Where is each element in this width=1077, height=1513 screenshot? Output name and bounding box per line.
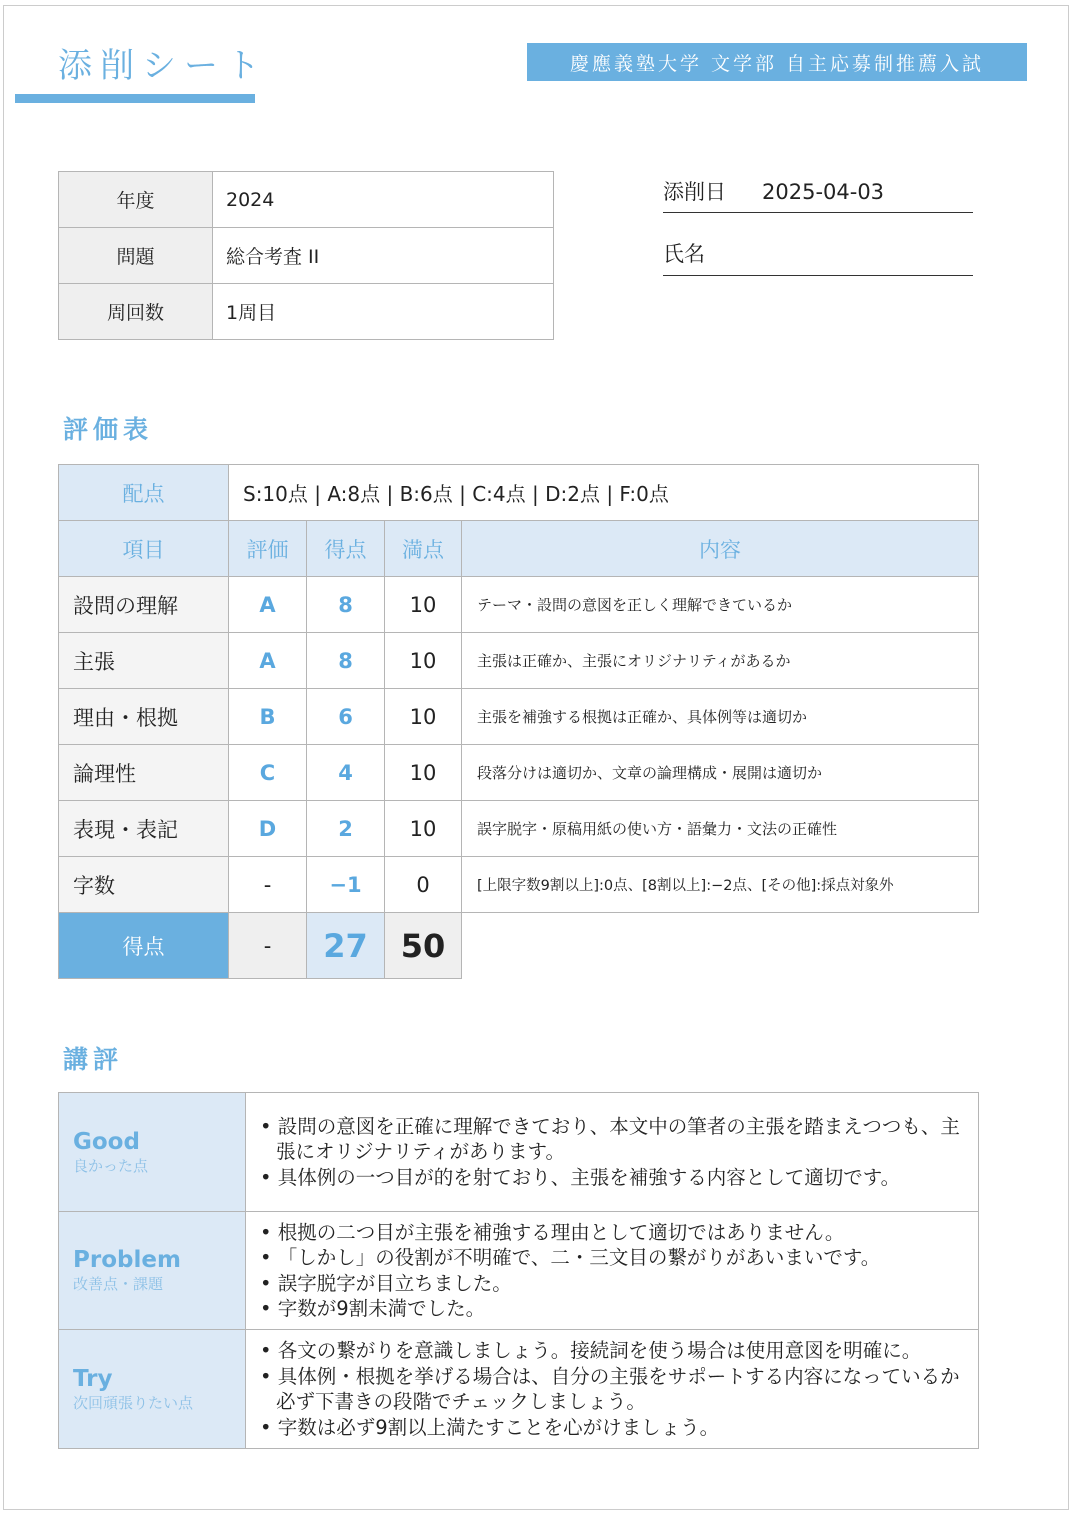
review-heading: 講評 xyxy=(63,1045,124,1074)
review-title: Try xyxy=(73,1365,113,1392)
info-label: 問題 xyxy=(59,228,213,284)
exam-banner: 慶應義塾大学 文学部 自主応募制推薦入試 xyxy=(527,43,1027,81)
evaluation-row xyxy=(59,633,979,689)
review-item: • 「しかし」の役割が不明確で、二・三文目の繋がりがあいまいです。 xyxy=(260,1245,968,1271)
score: 2 xyxy=(307,801,385,857)
info-row xyxy=(59,284,554,340)
score: 8 xyxy=(307,633,385,689)
info-value: 2024 xyxy=(213,172,554,228)
review-label xyxy=(59,1093,246,1212)
column-header: 内容 xyxy=(462,521,979,577)
scale-value: S:10点 | A:8点 | B:6点 | C:4点 | D:2点 | F:0点 xyxy=(229,465,979,521)
page-title: 添削シート xyxy=(58,46,268,86)
review-item: • 設問の意図を正確に理解できており、本文中の筆者の主張を踏まえつつも、主張にオリジナリティがあります。 xyxy=(260,1114,968,1165)
score: 4 xyxy=(307,745,385,801)
info-row xyxy=(59,228,554,284)
total-grade: - xyxy=(229,913,307,979)
max-score: 10 xyxy=(385,633,462,689)
item-name: 主張 xyxy=(59,633,229,689)
max-score: 0 xyxy=(385,857,462,913)
item-name: 設問の理解 xyxy=(59,577,229,633)
info-value: 総合考査 II xyxy=(213,228,554,284)
info-row xyxy=(59,172,554,228)
total-label: 得点 xyxy=(59,913,229,979)
review-label xyxy=(59,1330,246,1449)
max-score: 10 xyxy=(385,577,462,633)
criteria: テーマ・設問の意図を正しく理解できているか xyxy=(462,577,979,633)
review-body xyxy=(246,1093,979,1212)
grade: B xyxy=(229,689,307,745)
evaluation-table xyxy=(58,464,979,979)
criteria: [上限字数9割以上]:0点、[8割以上]:−2点、[その他]:採点対象外 xyxy=(462,857,979,913)
info-table xyxy=(58,171,554,340)
review-item: • 字数は必ず9割以上満たすことを心がけましょう。 xyxy=(260,1415,968,1441)
score: −1 xyxy=(307,857,385,913)
criteria: 主張を補強する根拠は正確か、具体例等は適切か xyxy=(462,689,979,745)
evaluation-row xyxy=(59,745,979,801)
review-title: Good xyxy=(73,1128,140,1155)
grade: D xyxy=(229,801,307,857)
evaluation-row xyxy=(59,577,979,633)
review-row-good xyxy=(59,1093,979,1212)
evaluation-row xyxy=(59,689,979,745)
total-score: 27 xyxy=(307,913,385,979)
max-score: 10 xyxy=(385,801,462,857)
score: 6 xyxy=(307,689,385,745)
header-row xyxy=(59,521,979,577)
item-name: 論理性 xyxy=(59,745,229,801)
evaluation-row xyxy=(59,801,979,857)
grade: - xyxy=(229,857,307,913)
grade: A xyxy=(229,577,307,633)
review-item: • 具体例・根拠を挙げる場合は、自分の主張をサポートする内容になっているか必ず下書きの段階でチェックしましょう。 xyxy=(260,1364,968,1415)
column-header: 評価 xyxy=(229,521,307,577)
column-header: 項目 xyxy=(59,521,229,577)
review-item: • 根拠の二つ目が主張を補強する理由として適切ではありません。 xyxy=(260,1220,968,1246)
info-value: 1周目 xyxy=(213,284,554,340)
review-body xyxy=(246,1212,979,1330)
review-item: • 具体例の一つ目が的を射ており、主張を補強する内容として適切です。 xyxy=(260,1165,968,1191)
max-score: 10 xyxy=(385,689,462,745)
review-item: • 字数が9割未満でした。 xyxy=(260,1296,968,1322)
grade: C xyxy=(229,745,307,801)
info-label: 周回数 xyxy=(59,284,213,340)
evaluation-heading: 評価表 xyxy=(63,415,154,444)
review-row-problem xyxy=(59,1212,979,1330)
review-item: • 各文の繋がりを意識しましょう。接続詞を使う場合は使用意図を明確に。 xyxy=(260,1338,968,1364)
item-name: 理由・根拠 xyxy=(59,689,229,745)
max-score: 10 xyxy=(385,745,462,801)
score: 8 xyxy=(307,577,385,633)
date-value: 2025-04-03 xyxy=(762,180,885,204)
column-header: 満点 xyxy=(385,521,462,577)
criteria: 誤字脱字・原稿用紙の使い方・語彙力・文法の正確性 xyxy=(462,801,979,857)
date-label: 添削日 xyxy=(663,180,726,204)
review-subtitle: 良かった点 xyxy=(73,1156,149,1175)
grade: A xyxy=(229,633,307,689)
review-body xyxy=(246,1330,979,1449)
title-underline xyxy=(15,94,255,103)
evaluation-row xyxy=(59,857,979,913)
review-table xyxy=(58,1092,979,1449)
review-subtitle: 次回頑張りたい点 xyxy=(73,1393,194,1412)
review-title: Problem xyxy=(73,1247,181,1273)
item-name: 表現・表記 xyxy=(59,801,229,857)
criteria: 主張は正確か、主張にオリジナリティがあるか xyxy=(462,633,979,689)
total-row xyxy=(59,913,979,979)
total-max: 50 xyxy=(385,913,462,979)
scale-label: 配点 xyxy=(59,465,229,521)
name-label: 氏名 xyxy=(663,242,705,266)
info-label: 年度 xyxy=(59,172,213,228)
criteria: 段落分けは適切か、文章の論理構成・展開は適切か xyxy=(462,745,979,801)
date-field xyxy=(663,176,973,213)
column-header: 得点 xyxy=(307,521,385,577)
name-field xyxy=(663,238,973,276)
review-subtitle: 改善点・課題 xyxy=(73,1275,164,1293)
review-row-try xyxy=(59,1330,979,1449)
review-label xyxy=(59,1212,246,1330)
review-item: • 誤字脱字が目立ちました。 xyxy=(260,1271,968,1297)
scale-row xyxy=(59,465,979,521)
item-name: 字数 xyxy=(59,857,229,913)
